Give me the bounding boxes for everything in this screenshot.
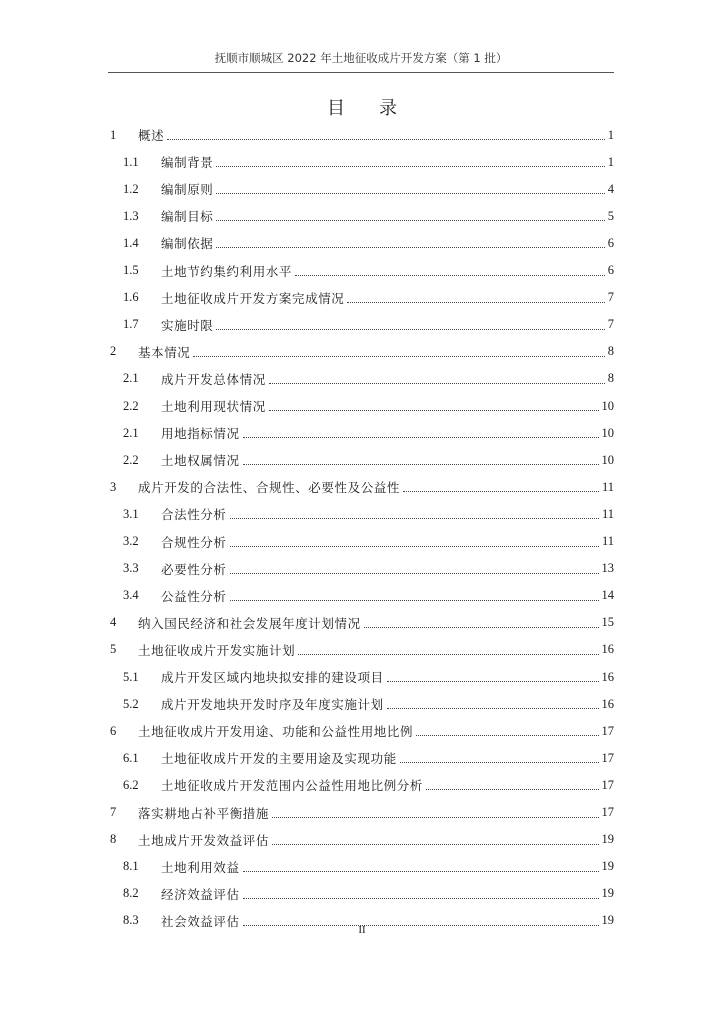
toc-entry-label: 实施时限 [161, 317, 214, 333]
toc-entry[interactable] [123, 854, 614, 880]
toc-entry-label: 合规性分析 [161, 534, 227, 550]
toc-dot-leader [298, 653, 598, 655]
toc-title: 目录 [327, 98, 431, 119]
toc-entry-page: 8 [607, 371, 614, 386]
toc-entry[interactable] [123, 258, 614, 284]
toc-entry[interactable] [123, 501, 614, 527]
toc-dot-leader [243, 870, 599, 872]
toc-entry-number: 1.1 [123, 154, 139, 169]
toc-entry[interactable] [123, 312, 614, 338]
toc-entry-label: 编制目标 [161, 209, 214, 225]
toc-dot-leader [347, 301, 604, 303]
toc-entry-label: 土地利用效益 [161, 859, 240, 875]
toc-dot-leader [426, 788, 598, 790]
toc-entry-number: 1.6 [123, 290, 139, 305]
toc-entry-page: 1 [607, 127, 614, 142]
toc-entry[interactable] [110, 718, 614, 744]
toc-entry-page: 7 [607, 317, 614, 332]
toc-dot-leader [403, 490, 599, 492]
toc-entry-number: 8 [110, 832, 117, 847]
toc-dot-leader [269, 409, 599, 411]
toc-entry-label: 土地节约集约利用水平 [161, 263, 293, 279]
toc-entry[interactable] [123, 745, 614, 771]
toc-entry-page: 17 [601, 805, 614, 819]
toc-entry-number: 3 [110, 479, 117, 494]
toc-entry-label: 土地征收成片开发用途、功能和公益性用地比例 [138, 724, 414, 740]
toc-entry-page: 19 [601, 832, 614, 847]
toc-dot-leader [216, 165, 604, 167]
toc-entry-label: 编制背景 [161, 155, 214, 171]
toc-entry[interactable] [123, 203, 614, 229]
toc-entry-number: 6.2 [123, 777, 139, 792]
toc-dot-leader [193, 355, 604, 357]
toc-entry[interactable] [123, 176, 614, 202]
toc-entry[interactable] [123, 285, 614, 311]
toc-dot-leader [230, 517, 599, 519]
toc-entry[interactable] [123, 664, 614, 690]
toc-entry-number: 2.2 [123, 398, 139, 413]
toc-dot-leader [295, 274, 605, 276]
toc-entry-label: 土地征收成片开发实施计划 [138, 642, 296, 658]
toc-entry-number: 6.1 [123, 750, 139, 765]
toc-entry-page: 16 [601, 669, 614, 684]
toc-entry-page: 11 [601, 479, 614, 494]
toc-entry-page: 19 [601, 913, 614, 928]
toc-entry-page: 10 [601, 452, 614, 467]
toc-entry-number: 1.3 [123, 208, 139, 223]
toc-entry[interactable] [123, 366, 614, 392]
toc-entry[interactable] [123, 393, 614, 419]
toc-entry-number: 2.1 [123, 425, 139, 440]
toc-entry-number: 3.3 [123, 561, 139, 576]
toc-entry[interactable] [123, 556, 614, 582]
page-number: II [358, 924, 366, 936]
toc-dot-leader [230, 545, 599, 547]
toc-entry-label: 编制依据 [161, 236, 214, 252]
running-header: 抚顺市顺城区 2022 年土地征收成片开发方案（第 1 批） [214, 51, 508, 65]
toc-dot-leader [269, 382, 605, 384]
toc-entry-number: 1.7 [123, 317, 139, 332]
toc-dot-leader [216, 219, 604, 221]
toc-entry-page: 16 [601, 696, 614, 711]
toc-dot-leader [416, 734, 598, 736]
toc-entry-label: 成片开发的合法性、合规性、必要性及公益性 [138, 480, 401, 496]
toc-entry-number: 1.4 [123, 235, 139, 250]
toc-entry[interactable] [123, 420, 614, 446]
toc-entry-label: 成片开发区域内地块拟安排的建设项目 [161, 670, 384, 685]
toc-entry-number: 1 [110, 127, 117, 142]
toc-entry-label: 土地征收成片开发范围内公益性用地比例分析 [161, 778, 424, 794]
toc-entry-number: 1.5 [123, 263, 139, 277]
toc-entry-number: 7 [110, 805, 117, 819]
toc-entry-page: 7 [607, 290, 614, 305]
toc-entry-label: 土地利用现状情况 [161, 399, 266, 414]
toc-entry-label: 土地权属情况 [161, 453, 240, 469]
toc-entry[interactable] [123, 881, 614, 907]
toc-entry-page: 17 [601, 723, 614, 738]
toc-entry-label: 用地指标情况 [161, 426, 240, 442]
toc-entry-page: 19 [601, 886, 614, 901]
toc-entry-label: 社会效益评估 [161, 913, 240, 929]
toc-dot-leader [243, 436, 599, 438]
toc-dot-leader [216, 328, 604, 330]
toc-entry-number: 4 [110, 615, 117, 630]
toc-entry-number: 5.2 [123, 696, 139, 711]
toc-entry[interactable] [123, 583, 614, 609]
toc-entry-label: 概述 [138, 128, 165, 143]
toc-entry-page: 16 [601, 642, 614, 657]
toc-dot-leader [272, 816, 598, 818]
toc-entry-page: 15 [601, 615, 614, 630]
toc-entry-number: 2.1 [123, 371, 139, 386]
toc-entry-label: 经济效益评估 [161, 886, 240, 902]
toc-entry-page: 14 [601, 588, 614, 603]
toc-entry-number: 3.1 [123, 506, 139, 521]
toc-dot-leader [230, 572, 599, 574]
toc-dot-leader [216, 246, 604, 248]
toc-entry-label: 落实耕地占补平衡措施 [138, 805, 270, 821]
toc-entry-number: 2.2 [123, 452, 139, 467]
toc-entry-page: 11 [601, 534, 614, 548]
toc-entry-number: 8.2 [123, 886, 139, 901]
toc-entry[interactable] [110, 610, 614, 636]
toc-entry-page: 13 [601, 561, 614, 576]
toc-entry[interactable] [123, 230, 614, 256]
toc-entry[interactable] [123, 691, 614, 717]
toc-entry-page: 17 [601, 777, 614, 792]
toc-dot-leader [216, 192, 604, 194]
toc-dot-leader [364, 626, 599, 628]
toc-entry-number: 3.4 [123, 588, 139, 603]
toc-dot-leader [387, 680, 599, 682]
toc-entry-label: 基本情况 [138, 344, 191, 360]
toc-entry[interactable] [123, 772, 614, 798]
toc-entry-label: 必要性分析 [161, 561, 227, 577]
toc-entry-page: 19 [601, 859, 614, 874]
toc-entry-number: 5 [110, 642, 117, 657]
toc-entry-label: 土地征收成片开发方案完成情况 [161, 290, 345, 306]
toc-entry[interactable] [110, 339, 614, 365]
toc-entry-page: 6 [607, 263, 614, 277]
toc-entry[interactable] [110, 827, 614, 853]
toc-entry-page: 1 [607, 154, 614, 169]
header-rule [108, 72, 614, 73]
toc-dot-leader [243, 463, 599, 465]
toc-entry[interactable] [123, 149, 614, 175]
toc-entry-number: 6 [110, 723, 117, 738]
toc-entry-page: 6 [607, 235, 614, 250]
toc-entry-page: 10 [601, 398, 614, 413]
toc-entry[interactable] [110, 474, 614, 500]
toc-entry-label: 纳入国民经济和社会发展年度计划情况 [138, 615, 361, 631]
toc-dot-leader [387, 707, 599, 709]
toc-entry-label: 合法性分析 [161, 507, 227, 523]
toc-entry-label: 成片开发总体情况 [161, 371, 266, 387]
toc-dot-leader [272, 843, 598, 845]
toc-entry[interactable] [123, 529, 614, 555]
toc-entry[interactable] [110, 800, 614, 826]
toc-entry-page: 4 [607, 181, 614, 196]
toc-entry-number: 1.2 [123, 181, 139, 196]
toc-dot-leader [230, 599, 599, 601]
toc-dot-leader [400, 761, 599, 763]
toc-entry-page: 17 [601, 750, 614, 765]
toc-entry-page: 10 [601, 425, 614, 440]
toc-entry-page: 11 [601, 506, 614, 521]
toc-entry[interactable] [123, 447, 614, 473]
toc-entry[interactable] [110, 637, 614, 663]
toc-entry-page: 5 [607, 208, 614, 223]
toc-entry-number: 8.1 [123, 859, 139, 874]
toc-entry-page: 8 [607, 344, 614, 359]
toc-entry-number: 2 [110, 344, 117, 359]
toc-entry-label: 编制原则 [161, 182, 214, 198]
toc-entry-number: 3.2 [123, 534, 139, 548]
toc-dot-leader [243, 897, 599, 899]
toc-entry-label: 土地征收成片开发的主要用途及实现功能 [161, 751, 397, 767]
toc-entry-label: 公益性分析 [161, 588, 227, 604]
toc-entry-number: 8.3 [123, 913, 139, 928]
toc-entry[interactable] [110, 122, 614, 148]
toc-dot-leader [167, 138, 605, 140]
toc-entry-label: 成片开发地块开发时序及年度实施计划 [161, 697, 384, 713]
toc-entry-number: 5.1 [123, 669, 139, 684]
toc-entry-label: 土地成片开发效益评估 [138, 832, 270, 848]
